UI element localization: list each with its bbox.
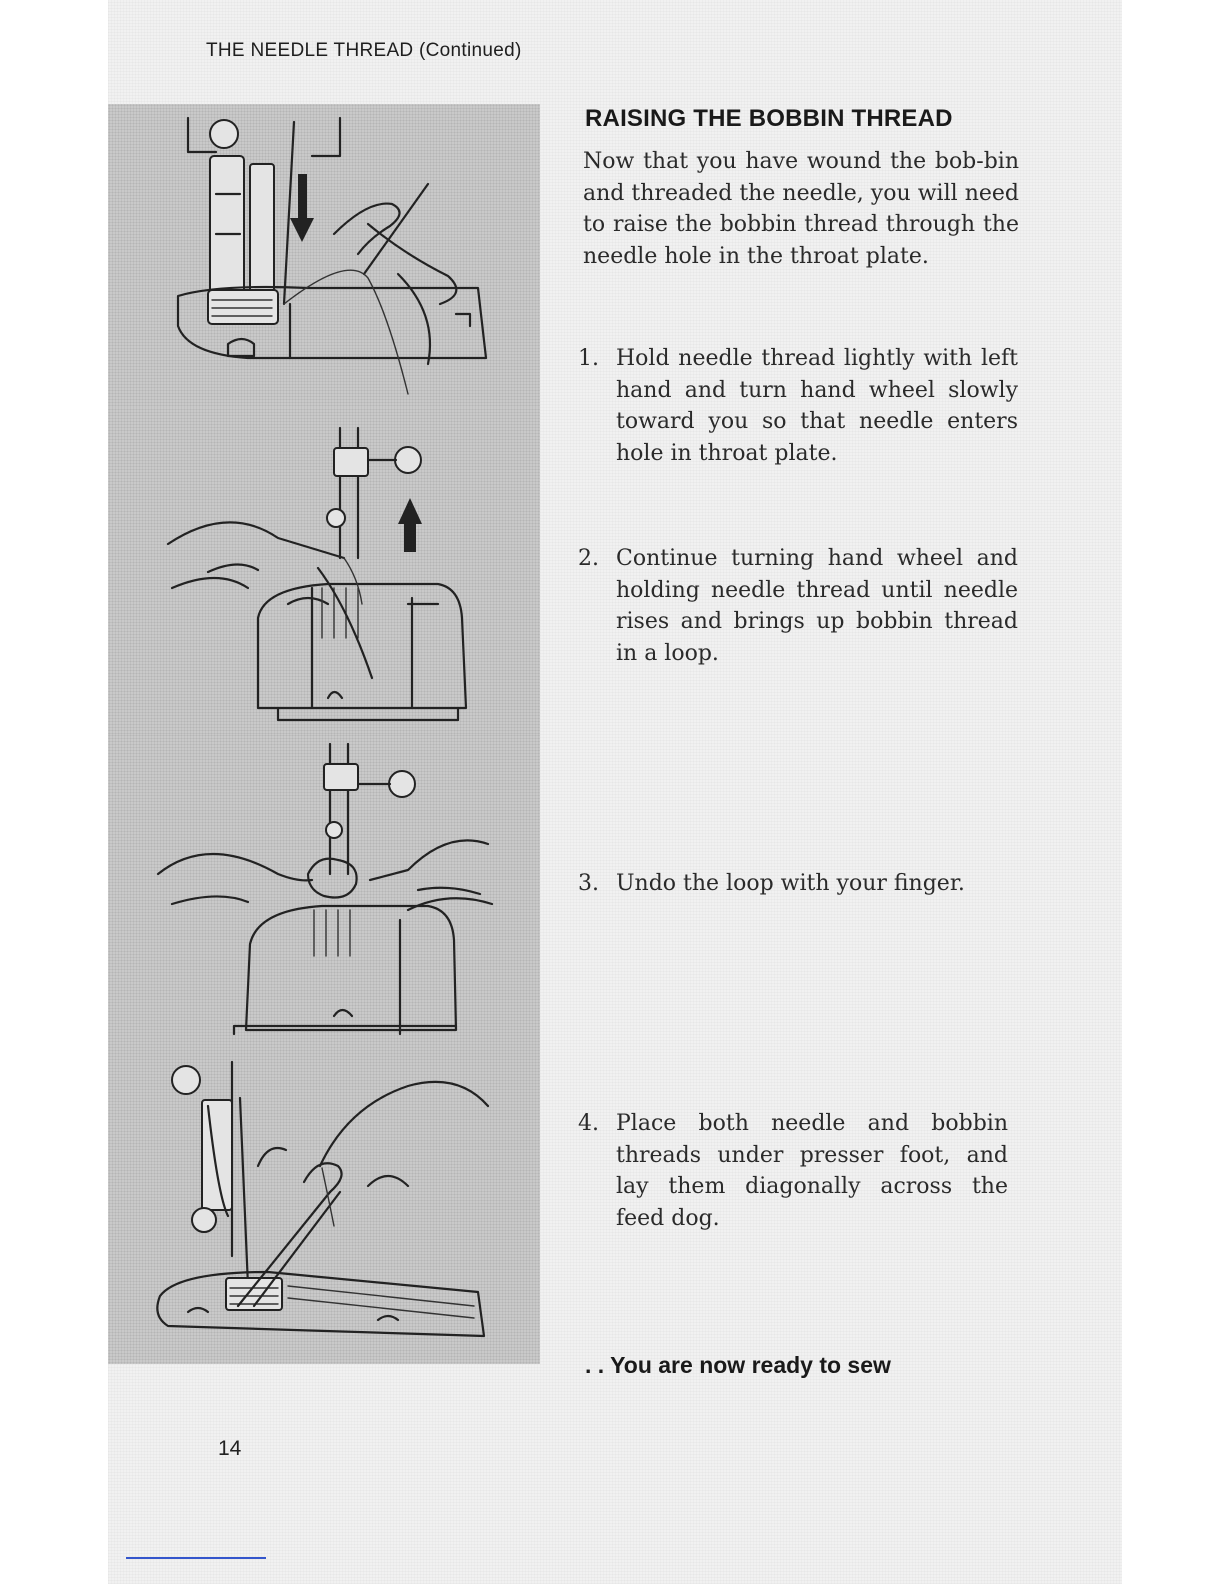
threads-under-foot-illustration (108, 1046, 540, 1364)
closing-line: . . You are now ready to sew (585, 1352, 891, 1378)
step-text: Undo the loop with your finger. (616, 871, 965, 896)
undo-loop-illustration (108, 734, 540, 1046)
intro-paragraph: Now that you have wound the bob-bin and threaded the needle, you will need to raise the bobbin thread through the needle hole in the throat plate. (583, 149, 1019, 269)
step-2 (578, 543, 1018, 669)
step-3 (578, 868, 1018, 900)
section-title: RAISING THE BOBBIN THREAD (585, 105, 953, 132)
step-1 (578, 343, 1018, 469)
step-text: Continue turning hand wheel and holding needle thread until needle rises and brings up bobbin thread in a loop. (616, 546, 1018, 666)
scan-edge-mark (126, 1557, 266, 1559)
needle-down-illustration (108, 104, 540, 408)
step-number: 2. (578, 546, 599, 571)
needle-up-loop-illustration (108, 408, 540, 734)
running-head: THE NEEDLE THREAD (Continued) (206, 40, 522, 61)
step-number: 1. (578, 346, 599, 371)
step-text: Hold needle thread lightly with left hand and turn hand wheel slowly toward you so that needle enters hole in throat plate. (616, 346, 1018, 466)
step-text: Place both needle and bobbin threads under presser foot, and lay them diagonally across the feed dog. (616, 1111, 1008, 1231)
page-number: 14 (218, 1437, 242, 1460)
step-4 (578, 1108, 1008, 1234)
step-number: 4. (578, 1111, 599, 1136)
step-number: 3. (578, 871, 599, 896)
